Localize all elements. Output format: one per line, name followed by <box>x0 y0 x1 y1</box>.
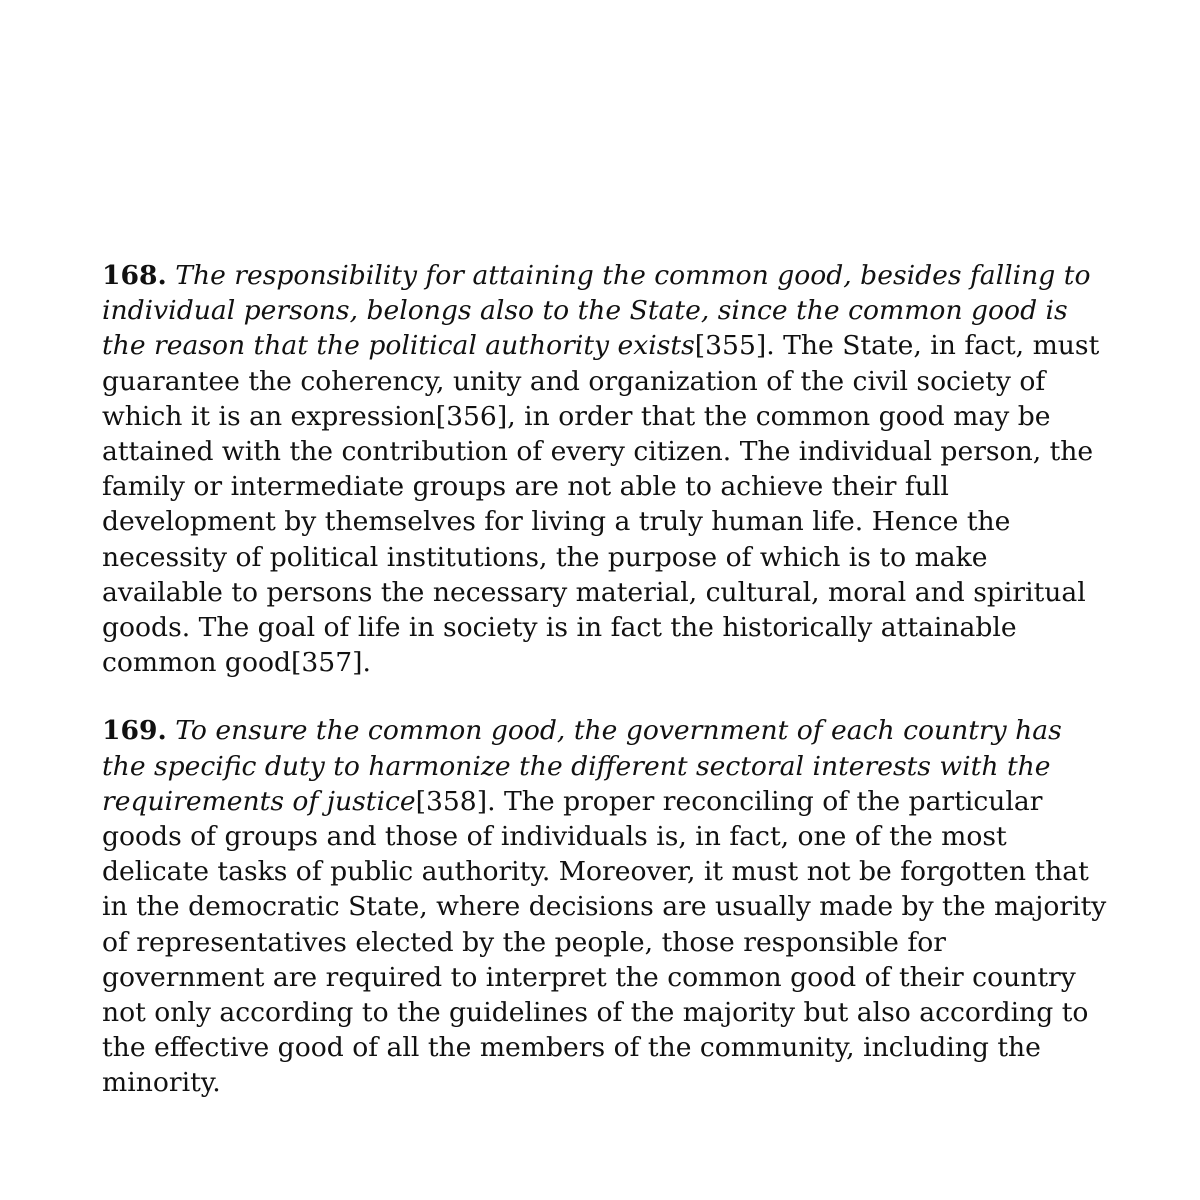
paragraph-number: 169. <box>102 715 167 747</box>
paragraph-169 <box>102 713 1112 1100</box>
footnote-ref-356[interactable]: [356] <box>435 400 508 432</box>
footnote-ref-355[interactable]: [355] <box>694 330 767 362</box>
footnote-ref-357[interactable]: [357] <box>291 647 363 679</box>
body-text: , in order that the common good may be attained with the contribution of every citizen. The individual person, the family or intermediate groups are not able to achieve their full development by themselves for living a truly human life. Hence the necessity of political institutions, the purpose of which is to make available to persons the necessary material, cultural, moral and spiritual goods. The goal of life in society is in fact the historically attainable common good <box>102 400 1094 679</box>
emphasized-text: To ensure the common good, the government of each country has the specific duty to harmonize the different sectoral interests with the requirements of justice <box>102 715 1062 817</box>
paragraph-168 <box>102 258 1112 680</box>
body-text: . The proper reconciling of the particular goods of groups and those of individuals is, in fact, one of the most delicate tasks of public authority. Moreover, it must not be forgotten that in the democratic State, where decisions are usually made by the majority of representatives elected by the people, those responsible for government are required to interpret the common good of their country not only according to the guidelines of the majority but also according to the effective good of all the members of the community, including the minority. <box>102 785 1107 1099</box>
emphasized-text: The responsibility for attaining the common good, besides falling to individual persons, belongs also to the State, since the common good is the reason that the political authority exists <box>102 260 1091 362</box>
body-text: . The State, in fact, must guarantee the coherency, unity and organization of the civil society of which it is an expression <box>102 330 1100 432</box>
paragraph-number: 168. <box>102 260 167 291</box>
document-body <box>102 258 1112 1101</box>
body-text: . <box>362 647 371 679</box>
footnote-ref-358[interactable]: [358] <box>415 785 488 817</box>
